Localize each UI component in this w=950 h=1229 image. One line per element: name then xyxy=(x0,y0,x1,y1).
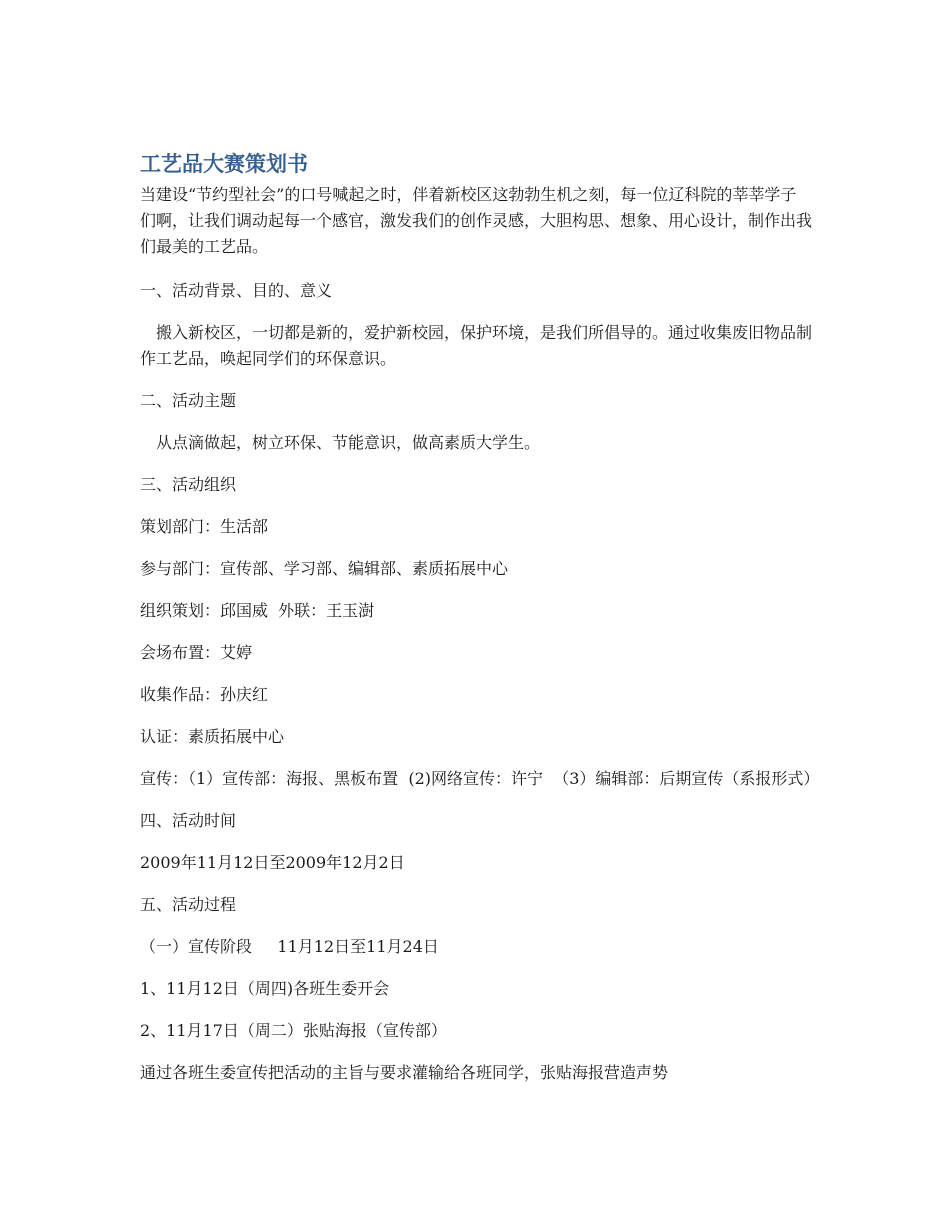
process-item-1: 1、11月12日（周四)各班生委开会 xyxy=(140,979,390,998)
section-1-body: 搬入新校区，一切都是新的，爱护新校园，保护环境，是我们所倡导的。通过收集废旧物品制作工艺品，唤起同学们的环保意识。 xyxy=(140,323,813,368)
certification-line: 认证：素质拓展中心 xyxy=(140,727,285,746)
section-1-heading: 一、活动背景、目的、意义 xyxy=(140,281,333,300)
process-item-2: 2、11月17日（周二）张贴海报（宣传部） xyxy=(140,1021,447,1040)
activity-dates: 2009年11月12日至2009年12月2日 xyxy=(140,853,405,872)
process-note: 通过各班生委宣传把活动的主旨与要求灌输给各班同学，张贴海报营造声势 xyxy=(140,1063,669,1082)
section-2-heading: 二、活动主题 xyxy=(140,391,237,410)
publicity-line: 宣传：（1）宣传部：海报、黑板布置 (2)网络宣传：许宁 （3）编辑部：后期宣传（系报形式） xyxy=(140,769,820,788)
document-title: 工艺品大赛策划书 xyxy=(140,152,308,176)
intro-paragraph: 当建设“节约型社会”的口号喊起之时，伴着新校区这勃勃生机之刻，每一位辽科院的莘莘学子们啊，让我们调动起每一个感官，激发我们的创作灵感，大胆构思、想象、用心设计，制作出我们最美的工艺品。 xyxy=(140,185,813,256)
organizer-line: 组织策划：邱国威 外联：王玉澍 xyxy=(140,601,375,620)
collection-line: 收集作品：孙庆红 xyxy=(140,685,269,704)
venue-line: 会场布置：艾婷 xyxy=(140,643,253,662)
section-2-body: 从点滴做起，树立环保、节能意识，做高素质大学生。 xyxy=(156,433,541,452)
section-5-heading: 五、活动过程 xyxy=(140,895,237,914)
section-4-heading: 四、活动时间 xyxy=(140,811,237,830)
publicity-stage: （一）宣传阶段 11月12日至11月24日 xyxy=(140,937,439,956)
section-3-heading: 三、活动组织 xyxy=(140,475,237,494)
planning-department: 策划部门：生活部 xyxy=(140,517,269,536)
document-page xyxy=(140,150,820,1102)
participating-departments: 参与部门：宣传部、学习部、编辑部、素质拓展中心 xyxy=(140,559,509,578)
